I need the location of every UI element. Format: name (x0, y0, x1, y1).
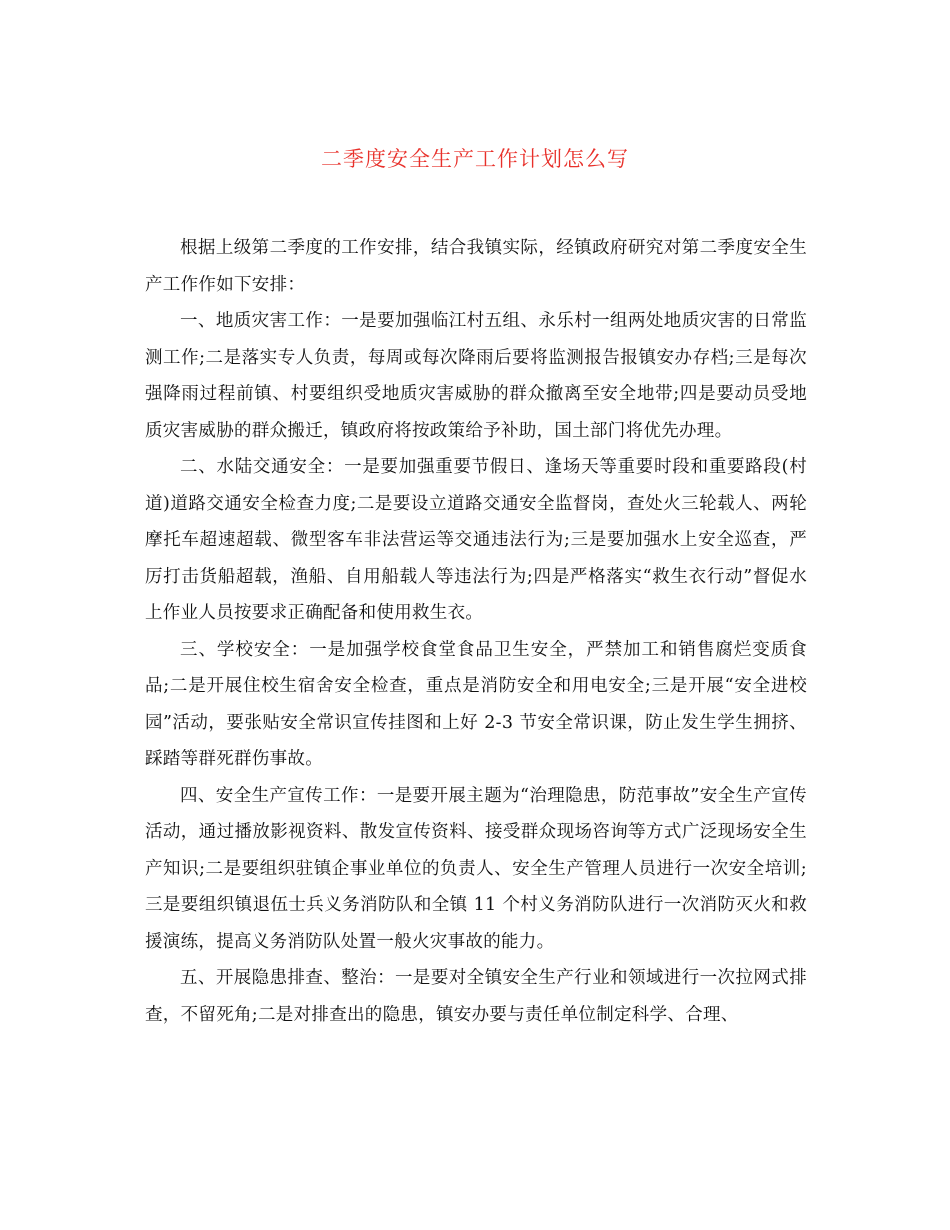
document-title: 二季度安全生产工作计划怎么写 (321, 147, 629, 171)
paragraph-safety-publicity: 四、安全生产宣传工作：一是要开展主题为“治理隐患，防范事故”安全生产宣传活动，通过播放影视资料、散发宣传资料、接受群众现场咨询等方式广泛现场安全生产知识;二是要组织驻镇企事业单位的负责人、安全生产管理人员进行一次安全培训;三是要组织镇退伍士兵义务消防队和全镇 11 个村义务消防队进行一次消防灭火和救援演练，提高义务消防队处置一般火灾事故的能力。 (145, 785, 807, 952)
paragraph-traffic-safety: 二、水陆交通安全：一是要加强重要节假日、逢场天等重要时段和重要路段(村道)道路交通安全检查力度;二是要设立道路交通安全监督岗，查处火三轮载人、两轮摩托车超速超载、微型客车非法营运等交通违法行为;三是要加强水上安全巡查，严厉打击货船超载，渔船、自用船载人等违法行为;四是严格落实“救生衣行动”督促水上作业人员按要求正确配备和使用救生衣。 (145, 457, 807, 623)
paragraph-intro: 根据上级第二季度的工作安排，结合我镇实际，经镇政府研究对第二季度安全生产工作作如下安排： (145, 238, 807, 295)
paragraph-hazard-inspection: 五、开展隐患排查、整治：一是要对全镇安全生产行业和领域进行一次拉网式排查，不留死角;二是对排查出的隐患，镇安办要与责任单位制定科学、合理、 (145, 968, 807, 1025)
paragraph-school-safety: 三、学校安全：一是加强学校食堂食品卫生安全，严禁加工和销售腐烂变质食品;二是开展住校生宿舍安全检查，重点是消防安全和用电安全;三是开展“安全进校园”活动，要张贴安全常识宣传挂图和上好 2-3 节安全常识课，防止发生学生拥挤、踩踏等群死群伤事故。 (145, 639, 807, 769)
paragraph-geological-disaster: 一、地质灾害工作：一是要加强临江村五组、永乐村一组两处地质灾害的日常监测工作;二是落实专人负责，每周或每次降雨后要将监测报告报镇安办存档;三是每次强降雨过程前镇、村要组织受地质灾害威胁的群众撤离至安全地带;四是要动员受地质灾害威胁的群众搬迁，镇政府将按政策给予补助，国土部门将优先办理。 (145, 311, 807, 441)
document-body (145, 230, 807, 1033)
